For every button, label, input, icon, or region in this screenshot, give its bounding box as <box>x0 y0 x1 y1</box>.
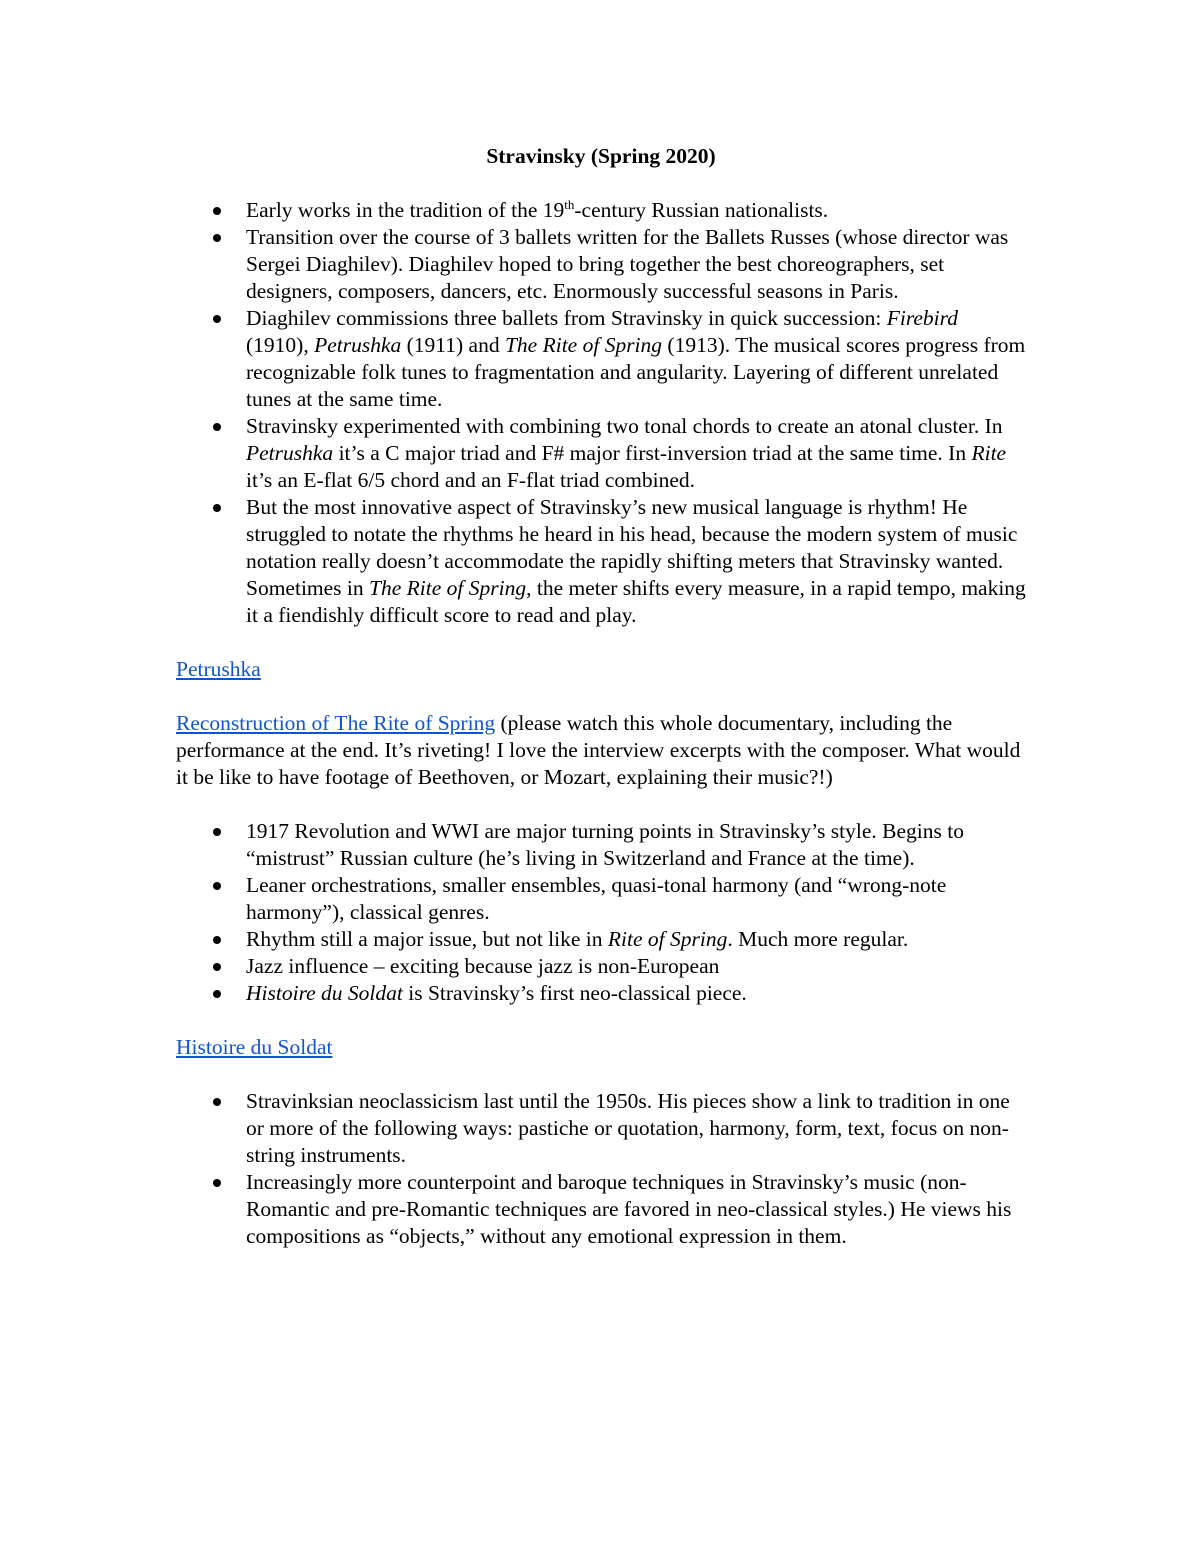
bullet-item: Transition over the course of 3 ballets written for the Ballets Russes (whose director was Sergei Diaghilev). Diaghilev hoped to bring together the best choreographers, set designers, composers, dancers, etc. Enormously successful seasons in Paris. <box>176 224 1026 305</box>
rite-reconstruction-link[interactable]: Reconstruction of The Rite of Spring <box>176 711 496 735</box>
bullet-item: But the most innovative aspect of Stravinsky’s new musical language is rhythm! He struggled to notate the rhythms he heard in his head, because the modern system of music notation really doesn’t accommodate the rapidly shifting meters that Stravinsky wanted. Sometimes in The Rite of Spring, the meter shifts every measure, in a rapid tempo, making it a fiendishly difficult score to read and play. <box>176 494 1026 629</box>
bullet-item: Jazz influence – exciting because jazz is non-European <box>176 953 1026 980</box>
petrushka-link[interactable]: Petrushka <box>176 657 261 681</box>
bullet-list-neoclassical-turn <box>176 818 1026 1007</box>
bullet-list-early-works <box>176 197 1026 629</box>
bullet-list-neoclassicism <box>176 1088 1026 1250</box>
spacer <box>176 683 1026 710</box>
bullet-item: Early works in the tradition of the 19th-century Russian nationalists. <box>176 197 1026 224</box>
bullet-item: Stravinksian neoclassicism last until the 1950s. His pieces show a link to tradition in one or more of the following ways: pastiche or quotation, harmony, form, text, focus on non-string instruments. <box>176 1088 1026 1169</box>
histoire-paragraph <box>176 1034 1026 1061</box>
spacer <box>176 791 1026 818</box>
reconstruction-paragraph: Reconstruction of The Rite of Spring (please watch this whole documentary, including the performance at the end. It’s riveting! I love the interview excerpts with the composer. What would it be like to have footage of Beethoven, or Mozart, explaining their music?!) <box>176 711 1021 789</box>
spacer <box>176 1007 1026 1034</box>
bullet-item: Increasingly more counterpoint and baroque techniques in Stravinsky’s music (non-Romantic and pre-Romantic techniques are favored in neo-classical styles.) He views his compositions as “objects,” without any emotional expression in them. <box>176 1169 1026 1250</box>
histoire-link[interactable]: Histoire du Soldat <box>176 1035 333 1059</box>
document-title: Stravinsky (Spring 2020) <box>486 144 716 168</box>
bullet-item: Rhythm still a major issue, but not like in Rite of Spring. Much more regular. <box>176 926 1026 953</box>
document-body <box>176 143 1026 1250</box>
bullet-item: Histoire du Soldat is Stravinsky’s first neo-classical piece. <box>176 980 1026 1007</box>
spacer <box>176 1061 1026 1088</box>
spacer <box>176 629 1026 656</box>
bullet-item: Diaghilev commissions three ballets from Stravinsky in quick succession: Firebird (1910), Petrushka (1911) and The Rite of Spring (1913). The musical scores progress from recognizable folk tunes to fragmentation and angularity. Layering of different unrelated tunes at the same time. <box>176 305 1026 413</box>
bullet-item: 1917 Revolution and WWI are major turning points in Stravinsky’s style. Begins to “mistrust” Russian culture (he’s living in Switzerland and France at the time). <box>176 818 1026 872</box>
bullet-item: Leaner orchestrations, smaller ensembles, quasi-tonal harmony (and “wrong-note harmony”), classical genres. <box>176 872 1026 926</box>
petrushka-paragraph <box>176 656 1026 683</box>
bullet-item: Stravinsky experimented with combining two tonal chords to create an atonal cluster. In Petrushka it’s a C major triad and F# major first-inversion triad at the same time. In Rite it’s an E-flat 6/5 chord and an F-flat triad combined. <box>176 413 1026 494</box>
